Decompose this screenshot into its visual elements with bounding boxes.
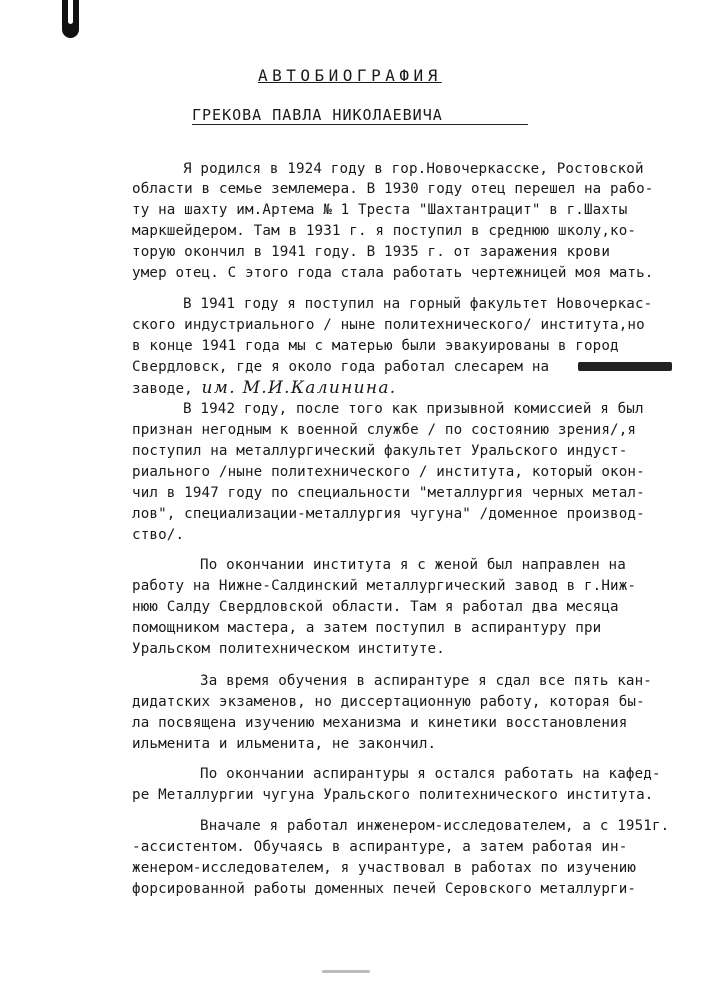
text-line: маркшейдером. Там в 1931 г. я поступил в среднюю школу,ко- [132, 223, 637, 239]
text-line: признан негодным к военной службе / по состоянию зрения/,я [132, 422, 637, 438]
text-line: ре Металлургии чугуна Уральского политехнического института. [132, 787, 654, 803]
text-line: Уральском политехническом институте. [132, 641, 445, 657]
text-line: в конце 1941 года мы с матерью были эвакуированы в город [132, 338, 619, 354]
handwritten-insert: им. М.И.Калинина. [201, 378, 397, 398]
text-line: лов", специализации-металлургия чугуна" /доменное производ- [132, 506, 645, 522]
text-line: ство/. [132, 527, 185, 543]
text-line: умер отец. С этого года стала работать чертежницей моя мать. [132, 265, 654, 281]
text-line-part: заводе, [132, 381, 193, 397]
text-line: В 1942 году, после того как призывной комиссией я был [183, 401, 644, 417]
text-line: работу на Нижне-Салдинский металлургический завод в г.Ниж- [132, 578, 637, 594]
text-line: -ассистентом. Обучаясь в аспирантуре, а затем работая ин- [132, 839, 628, 855]
text-line: ильменита и ильменита, не закончил. [132, 736, 437, 752]
author-name: ГРЕКОВА ПАВЛА НИКОЛАЕВИЧА [192, 106, 443, 124]
binder-clip-icon [62, 0, 79, 38]
text-line: форсированной работы доменных печей Серовского металлурги- [132, 881, 637, 897]
text-line: За время обучения в аспирантуре я сдал все пять кан- [200, 673, 652, 689]
text-line: области в семье землемера. В 1930 году отец перешел на рабо- [132, 181, 654, 197]
text-line: торую окончил в 1941 году. В 1935 г. от заражения крови [132, 244, 611, 260]
page-smudge [322, 970, 370, 973]
text-line: ла посвящена изучению механизма и кинетики восстановления [132, 715, 628, 731]
text-line: поступил на металлургический факультет Уральского индуст- [132, 443, 628, 459]
text-line: чил в 1947 году по специальности "металлургия черных метал- [132, 485, 645, 501]
text-line: женером-исследователем, я участвовал в работах по изучению [132, 860, 637, 876]
text-line: риального /ныне политехнического / института, который окон- [132, 464, 645, 480]
text-line: ту на шахту им.Артема № 1 Треста "Шахтантрацит" в г.Шахты [132, 202, 628, 218]
text-line: В 1941 году я поступил на горный факультет Новочеркас- [183, 296, 653, 312]
text-line [132, 379, 397, 398]
text-line: Свердловск, где я около года работал слесарем на [132, 359, 550, 375]
text-line: Вначале я работал инженером-исследователем, а с 1951г. [200, 818, 670, 834]
text-line: нюю Салду Свердловской области. Там я работал два месяца [132, 599, 619, 615]
text-line: Я родился в 1924 году в гор.Новочеркасске, Ростовской [183, 161, 644, 177]
text-line: помощником мастера, а затем поступил в аспирантуру при [132, 620, 602, 636]
text-line: По окончании института я с женой был направлен на [200, 557, 626, 573]
ink-redaction [578, 362, 672, 371]
text-line: ского индустриального / ныне политехнического/ института,но [132, 317, 645, 333]
name-underline [192, 124, 528, 125]
text-line: По окончании аспирантуры я остался работать на кафед- [200, 766, 661, 782]
document-title: АВТОБИОГРАФИЯ [258, 66, 442, 85]
text-line: дидатских экзаменов, но диссертационную работу, которая бы- [132, 694, 645, 710]
